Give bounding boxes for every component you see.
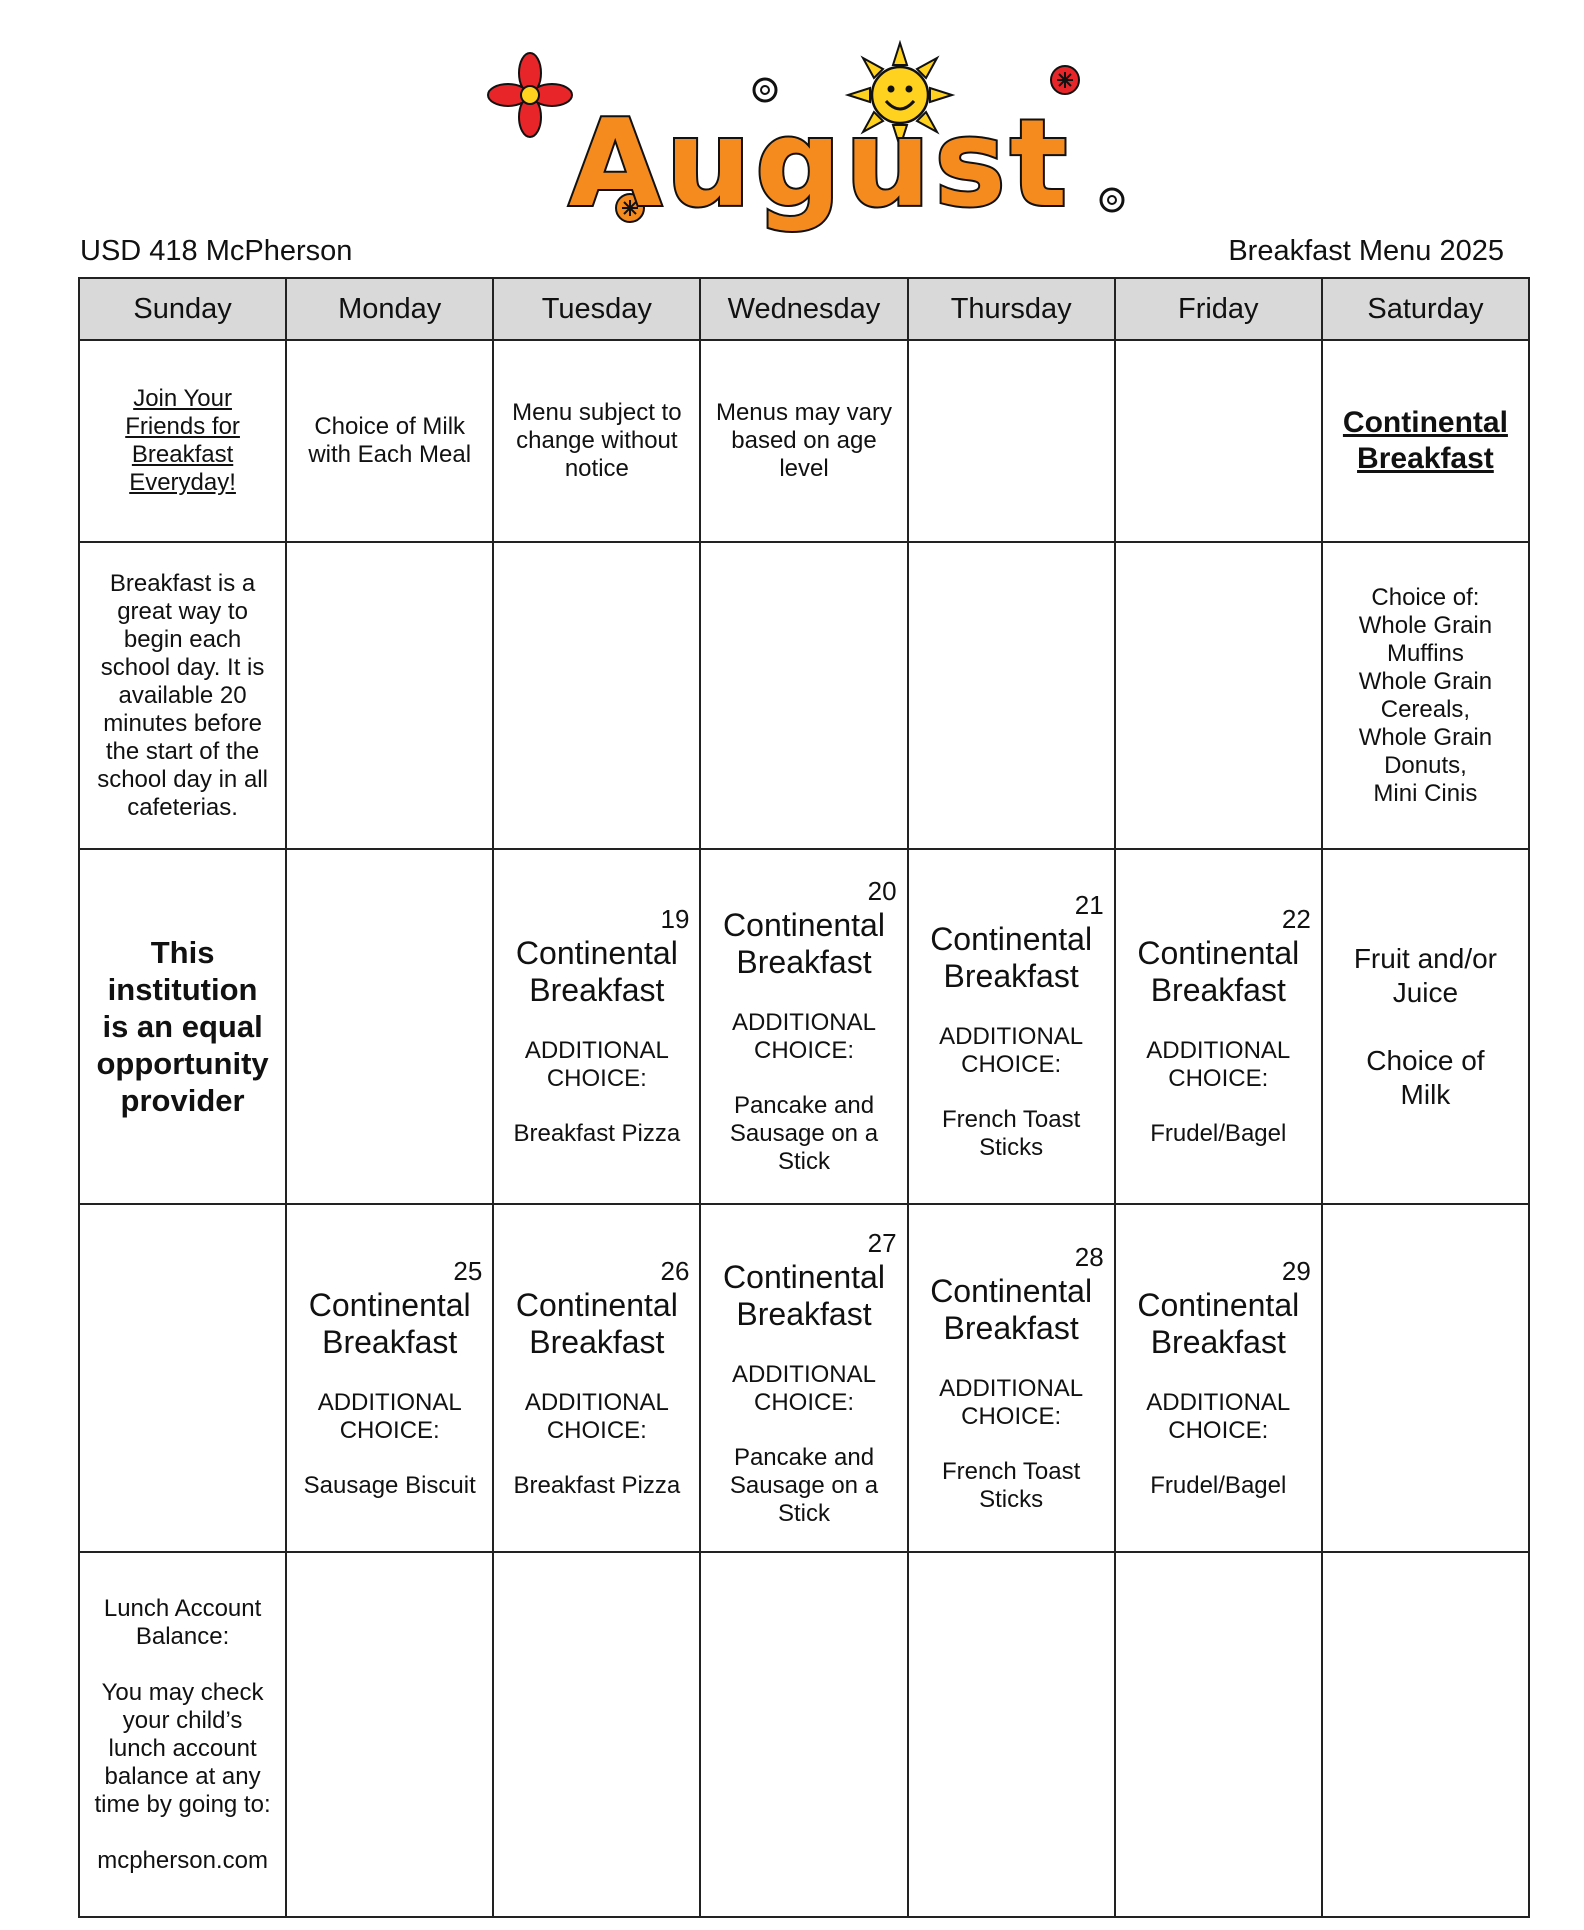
day-number: 22 [1281,904,1311,934]
day-number: 21 [1074,890,1104,920]
menu-item: Pancake and Sausage on a Stick [729,1092,879,1175]
calendar-cell [79,1204,286,1552]
calendar-cell [700,542,907,849]
weekday-header: Saturday [1322,278,1529,340]
swirl-icon [1101,189,1123,211]
breakfast-info-note: Breakfast is a great way to begin each school day. It is available 20 minutes before the start of the school day in all cafeterias. [97,569,268,821]
weekday-header: Tuesday [493,278,700,340]
age-level-note: Menus may vary based on age level [715,399,893,482]
weekday-header: Thursday [908,278,1115,340]
additional-choice-label: ADDITIONAL CHOICE: [1146,1388,1291,1444]
calendar-day-cell [700,849,907,1204]
meal-title: Continental Breakfast [930,921,1093,994]
breakfast-invite-note: Join Your Friends for Breakfast Everyday! [125,385,240,496]
continental-choices-list: Choice of: Whole Grain Muffins Whole Grain Cereals, Whole Grain Donuts, Mini Cinis [1358,583,1493,807]
meal-title: Continental Breakfast [1137,935,1300,1008]
calendar-day-cell [493,1204,700,1552]
calendar-day-cell [700,1204,907,1552]
calendar-cell [286,1552,493,1917]
additional-choice-label: ADDITIONAL CHOICE: [939,1374,1084,1430]
calendar-cell [286,340,493,542]
additional-choice-label: ADDITIONAL CHOICE: [939,1023,1084,1078]
additional-choice-label: ADDITIONAL CHOICE: [524,1037,669,1092]
menu-item: French Toast Sticks [941,1106,1081,1161]
meal-title: Continental Breakfast [1137,1286,1300,1360]
calendar-cell [79,340,286,542]
calendar-week-row [79,849,1529,1204]
starburst-icon [1051,66,1079,94]
calendar-cell [286,849,493,1204]
day-number: 27 [867,1227,897,1258]
menu-item: French Toast Sticks [941,1457,1081,1513]
calendar-cell [493,1552,700,1917]
additional-choice-label: ADDITIONAL CHOICE: [1146,1037,1291,1092]
day-number: 25 [453,1255,483,1286]
weekday-header: Friday [1115,278,1322,340]
calendar-cell [79,849,286,1204]
calendar-cell [1115,340,1322,542]
meal-title: Continental Breakfast [723,907,885,980]
milk-choice-note: Choice of Milk with Each Meal [308,413,472,468]
meal-title: Continental Breakfast [723,1258,885,1332]
calendar-week-row [79,1204,1529,1552]
calendar-cell [908,340,1115,542]
lunch-account-note: Lunch Account Balance: You may check your child’s lunch account balance at any time by going to: mcpherson.com [94,1594,271,1874]
banner-title: August [568,95,1072,234]
calendar-cell [493,542,700,849]
calendar-week-row [79,542,1529,849]
calendar-cell [1322,1552,1529,1917]
calendar-cell [1322,340,1529,542]
calendar-cell [1115,1552,1322,1917]
day-number: 20 [867,876,897,906]
calendar-week-row [79,1552,1529,1917]
calendar-cell [493,340,700,542]
calendar-cell [79,1552,286,1917]
additional-choice-label: ADDITIONAL CHOICE: [731,1360,876,1416]
additional-choice-label: ADDITIONAL CHOICE: [731,1009,876,1064]
additional-choice-label: ADDITIONAL CHOICE: [317,1388,462,1444]
menu-item: Breakfast Pizza [513,1471,681,1499]
calendar-day-cell [1115,849,1322,1204]
calendar-cell [79,542,286,849]
weekday-header: Wednesday [700,278,907,340]
day-number: 26 [660,1255,690,1286]
weekday-header: Sunday [79,278,286,340]
flower-icon [488,53,572,137]
calendar-day-cell [908,849,1115,1204]
calendar-week-row [79,340,1529,542]
calendar-day-cell [493,849,700,1204]
district-name: USD 418 McPherson [80,235,353,267]
menu-item: Frudel/Bagel [1150,1471,1287,1499]
calendar-cell [1322,1204,1529,1552]
calendar-cell [286,542,493,849]
calendar-cell [700,1552,907,1917]
menu-item: Frudel/Bagel [1150,1120,1287,1147]
calendar-day-cell [286,1204,493,1552]
calendar-day-cell [908,1204,1115,1552]
calendar-cell [908,1552,1115,1917]
additional-choice-label: ADDITIONAL CHOICE: [524,1388,669,1444]
meal-title: Continental Breakfast [308,1286,471,1360]
menu-item: Breakfast Pizza [513,1120,681,1147]
day-number: 29 [1281,1255,1311,1286]
meal-title: Continental Breakfast [930,1272,1093,1346]
meal-title: Continental Breakfast [515,1286,678,1360]
calendar-cell [1322,849,1529,1204]
menu-title: Breakfast Menu 2025 [1228,235,1504,267]
day-number: 19 [660,904,690,934]
calendar-cell [1115,542,1322,849]
menu-item: Pancake and Sausage on a Stick [729,1443,879,1527]
august-banner [440,40,1200,240]
menu-item: Sausage Biscuit [303,1471,476,1499]
calendar-cell [700,340,907,542]
meal-title: Continental Breakfast [515,935,678,1008]
continental-breakfast-heading: Continental Breakfast [1342,406,1508,475]
weekday-header-row [79,278,1529,340]
weekday-header: Monday [286,278,493,340]
menu-change-note: Menu subject to change without notice [512,399,682,482]
calendar-day-cell [1115,1204,1322,1552]
calendar-cell [908,542,1115,849]
day-number: 28 [1074,1241,1104,1272]
calendar-cell [1322,542,1529,849]
calendar-table [78,277,1530,1918]
fruit-milk-note: Fruit and/or Juice Choice of Milk [1353,942,1497,1110]
equal-opportunity-statement: This institution is an equal opportunity provider [96,935,269,1118]
